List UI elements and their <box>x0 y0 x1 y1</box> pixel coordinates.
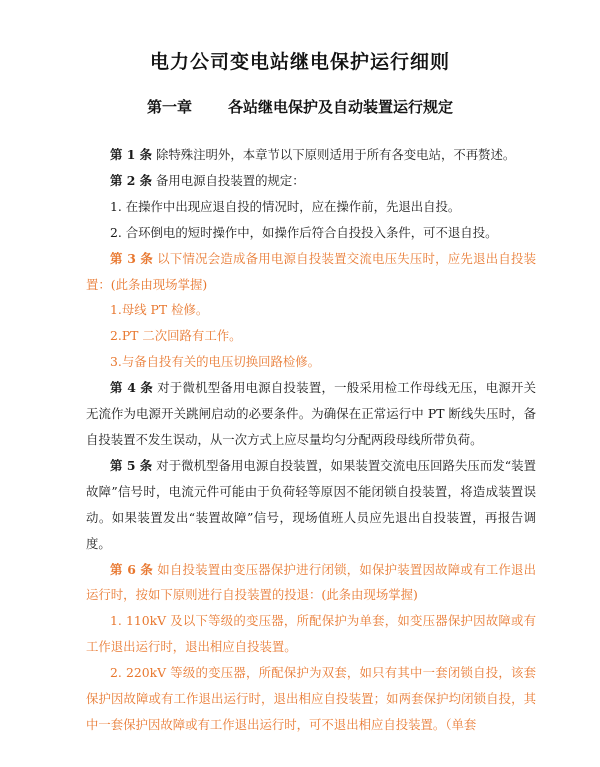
article-text: 对于微机型备用电源自投装置，如果装置交流电压回路失压而发“装置故障”信号时，电流元件可能由于负荷轻等原因不能闭锁自投装置，将造成装置误动。如果装置发出“装置故障”信号，现场值班人员应先退出自投装置，再报告调度。 <box>86 457 536 551</box>
article-label: 第 1 条 <box>110 147 153 162</box>
article-label: 第 4 条 <box>110 380 154 396</box>
list-item: 1. 110kV 及以下等级的变压器，所配保护为单套，如变压器保护因故障或有工作退出运行时，退出相应自投装置。 <box>86 613 536 655</box>
list-item: 2. 合环倒电的短时操作中，如操作后符合自投投入条件，可不退自投。 <box>110 224 498 240</box>
chapter-number: 第一章 <box>146 98 192 116</box>
article-label: 第 5 条 <box>110 457 153 473</box>
article-label: 第 3 条 <box>110 250 154 266</box>
document-body <box>86 142 536 738</box>
article-label: 第 2 条 <box>110 172 153 188</box>
list-item: 2. 220kV 等级的变压器，所配保护为双套，如只有其中一套闭锁自投，该套保护因故障或有工作退出运行时，退出相应自投装置；如两套保护均闭锁自投，其中一套保护因故障或有工作退出运行时，可不退出相应自投装置。（单套 <box>86 665 536 732</box>
list-item: 1.母线 PT 检修。 <box>110 302 209 318</box>
article-text: 除特殊注明外，本章节以下原则适用于所有各变电站，不再赘述。 <box>155 147 516 162</box>
article-2 <box>86 168 536 194</box>
article-1 <box>86 142 536 168</box>
document-title: 电力公司变电站继电保护运行细则 <box>149 51 450 73</box>
list-item: 1. 在操作中出现应退自投的情况时，应在操作前，先退出自投。 <box>110 198 461 214</box>
chapter-title: 各站继电保护及自动装置运行规定 <box>228 98 454 116</box>
list-item: 2.PT 二次回路有工作。 <box>110 328 242 344</box>
list-item: 3.与备自投有关的电压切换回路检修。 <box>110 354 321 370</box>
article-6 <box>86 557 536 609</box>
article-3 <box>86 246 536 298</box>
article-text: 如自投装置由变压器保护进行闭锁，如保护装置因故障或有工作退出运行时，按如下原则进行自投装置的投退：(此条由现场掌握) <box>86 561 536 603</box>
article-text: 备用电源自投装置的规定： <box>155 172 305 188</box>
article-4 <box>86 375 536 453</box>
article-5 <box>86 453 536 557</box>
chapter-heading <box>0 96 600 117</box>
article-text: 以下情况会造成备用电源自投装置交流电压失压时，应先退出自投装置：(此条由现场掌握) <box>86 250 536 292</box>
article-text: 对于微机型备用电源自投装置，一般采用检工作母线无压，电源开关无流作为电源开关跳闸启动的必要条件。为确保在正常运行中 PT 断线失压时，备自投装置不发生误动，从一次方式上应尽量均匀分配两段母线所带负荷。 <box>86 380 536 447</box>
article-label: 第 6 条 <box>110 561 154 577</box>
